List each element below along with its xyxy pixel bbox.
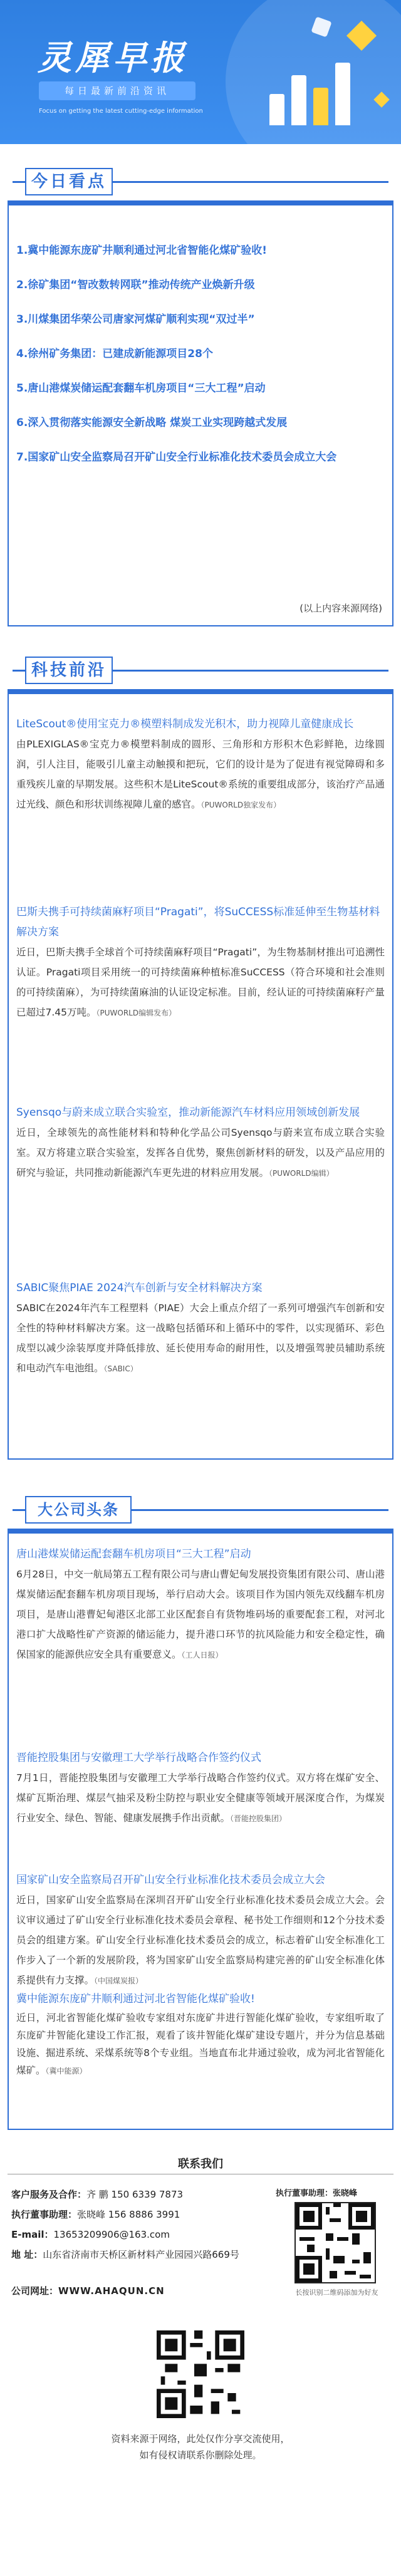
banner-english: Focus on getting the latest cutting-edge information (39, 108, 203, 115)
source-note: (以上内容来源网络) (299, 603, 382, 614)
company-article (16, 1544, 385, 1665)
section-header-tech (0, 652, 401, 689)
article-body: SABIC在2024年汽车工程塑料（PIAE）大会上重点介绍了一系列可增强汽车创新和安全性的特种材料解决方案。这一战略包括循环和上循环中的零件，以实现循环、彩色成型以减少涂装厚度并降低排放、延长使用寿命的耐用性，以及增强驾驶员辅助系统和电动汽车电池组。 (16, 1302, 385, 1374)
article-title[interactable]: 冀中能源东庞矿井顺利通过河北省智能化煤矿验收! (16, 1993, 255, 2005)
article-title[interactable]: LiteScout®使用宝克力®模塑料制成发光积木，助力视障儿童健康成长 (16, 718, 354, 730)
footer-disclaimer: 如有侵权请联系你删除处理。 (139, 2449, 262, 2461)
article-source: （PUWORLD独家发布） (200, 801, 281, 809)
article-title[interactable]: Syensqo与蔚来成立联合实验室，推动新能源汽车材料应用领域创新发展 (16, 1106, 360, 1119)
company-article (16, 1870, 385, 1991)
banner-subtitle: 每日最新前沿资讯 (39, 81, 195, 100)
list-item[interactable]: 4.徐州矿务集团：已建成新能源项目28个 (16, 348, 213, 360)
tech-article (16, 902, 385, 1023)
banner-title: 灵犀早报 (38, 38, 188, 78)
contact-row: E-mail：13653209906@163.com (11, 2229, 170, 2240)
contact-row: 客户服务及合作：齐 鹏 150 6339 7873 (11, 2189, 184, 2200)
header-banner (0, 0, 401, 144)
article-source: （中国煤炭报） (94, 1976, 143, 1985)
article-body: 由PLEXIGLAS®宝克力®模塑料制成的圆形、三角形和方形积木色彩鲜艳，边缘圆润，引人注目，能吸引儿童主动触摸和把玩，它们的设计是为了促进有视觉障碍和多重残疾儿童的早期发展。这些积木是LiteScout®系统的重要组成部分，该治疗产品通过光线、颜色和形状训练视障儿童的感官。 (16, 739, 385, 810)
article-source: （冀中能源） (45, 2067, 87, 2075)
address-text: 山东省济南市天桥区新材料产业园园兴路669号 (43, 2249, 239, 2260)
email-link[interactable]: 13653209906@163.com (53, 2229, 170, 2240)
article-body: 近日，巴斯夫携手全球首个可持续菌麻籽项目“Pragati”，为生物基制材推出可追溯性认证。Pragati项目采用统一的可持续菌麻种植标准SuCCESS（符合环境和社会准则的可持续菌麻），为可持续菌麻油的认证设定标准。目前，经认证的可持续菌麻籽产量已超过7.45万吨。 (16, 947, 385, 1018)
article-body: 近日，国家矿山安全监察局在深圳召开矿山安全行业标准化技术委员会成立大会。会议审议通过了矿山安全行业标准化技术委员会章程、秘书处工作细则和12个分技术委员会的组建方案。矿山安全行业标准化技术委员会的成立，标志着矿山安全标准化工作步入了一个新的发展阶段，将为国家矿山安全监察局构建完善的矿山安全标准化体系提供有力支撑。 (16, 1894, 385, 1986)
list-item[interactable]: 5.唐山港煤炭储运配套翻车机房项目“三大工程”启动 (16, 382, 266, 395)
contact-row: 地 址：山东省济南市天桥区新材料产业园园兴路669号 (11, 2249, 239, 2260)
phone-link[interactable]: 齐 鹏 150 6339 7873 (86, 2189, 184, 2200)
article-source: （工人日报） (181, 1651, 223, 1659)
qr-code-icon[interactable] (157, 2330, 244, 2418)
tech-article (16, 1278, 385, 1379)
section-title: 科技前沿 (25, 657, 113, 684)
article-source: （SABIC） (103, 1364, 138, 1373)
list-item[interactable]: 2.徐矿集团“智改数转网联”推动传统产业焕新升级 (16, 279, 255, 291)
qr-caption: 长按识别二维码添加为好友 (295, 2288, 378, 2297)
section-header-company (0, 1491, 401, 1529)
list-item[interactable]: 1.冀中能源东庞矿井顺利通过河北省智能化煤矿验收! (16, 244, 268, 257)
footer-disclaimer: 资料来源于网络，此处仅作分享交流使用， (111, 2433, 290, 2444)
chart-illustration-icon (263, 50, 370, 125)
phone-link[interactable]: 张晓峰 156 8886 3991 (77, 2209, 180, 2220)
section-header-today (0, 163, 401, 200)
article-body: 7月1日，晋能控股集团与安徽理工大学举行战略合作签约仪式。双方将在煤矿安全、煤矿瓦斯治理、煤层气抽采及粉尘防控与职业安全健康等领域开展深度合作，为煤炭行业安全、绿色、智能、健康发展携手作出贡献。 (16, 1772, 385, 1824)
article-title[interactable]: 巴斯夫携手可持续菌麻籽项目“Pragati”，将SuCCESS标准延伸至生物基材料解决方案 (16, 906, 380, 938)
today-list (16, 241, 385, 482)
article-title[interactable]: 晋能控股集团与安徽理工大学举行战略合作签约仪式 (16, 1752, 261, 1764)
qr-caption-top: 执行董事助理：张晓峰 (276, 2189, 358, 2198)
contact-title: 联系我们 (178, 2158, 223, 2171)
article-body: 6月28日，中交一航局第五工程有限公司与唐山曹妃甸发展投资集团有限公司、唐山港煤炭储运配套翻车机房项目现场，举行启动大会。该项目作为国内领先双线翻车机房项目，是唐山港曹妃甸港区北部工业区配套自有货物堆码场的重要配套工程，对河北港口扩大战略性矿产资源的储运能力，提升港口环节的抗风险能力和安全稳定性，确保国家的能源供应安全具有重要意义。 (16, 1569, 385, 1660)
section-title: 大公司头条 (25, 1496, 132, 1524)
article-body: 近日，全球领先的高性能材料和特种化学品公司Syensqo与蔚来宣布成立联合实验室。双方将建立联合实验室，发挥各自优势，聚焦创新材料的研发，以及产品应用的研究与验证，共同推动新能源汽车更先进的材料应用发展。 (16, 1127, 385, 1178)
article-source: （PUWORLD编辑发布） (96, 1009, 177, 1017)
company-article (16, 1748, 385, 1829)
article-source: （晋能控股集团） (230, 1814, 287, 1823)
tech-article (16, 714, 385, 815)
tech-article (16, 1103, 385, 1183)
list-item[interactable]: 7.国家矿山安全监察局召开矿山安全行业标准化技术委员会成立大会 (16, 451, 337, 464)
article-title[interactable]: SABIC聚焦PIAE 2024汽车创新与安全材料解决方案 (16, 1282, 263, 1294)
contact-row: 公司网址：WWW.AHAQUN.CN (11, 2285, 165, 2297)
contact-row: 执行董事助理：张晓峰 156 8886 3991 (11, 2209, 180, 2220)
section-title: 今日看点 (25, 168, 113, 195)
article-title[interactable]: 唐山港煤炭储运配套翻车机房项目“三大工程”启动 (16, 1548, 251, 1561)
article-title[interactable]: 国家矿山安全监察局召开矿山安全行业标准化技术委员会成立大会 (16, 1874, 325, 1886)
article-source: （PUWORLD编辑） (269, 1169, 334, 1178)
list-item[interactable]: 6.深入贯彻落实能源安全新战略 煤炭工业实现跨越式发展 (16, 417, 288, 429)
article-body: 近日，河北省智能化煤矿验收专家组对东庞矿井进行智能化煤矿验收，专家组听取了东庞矿井智能化建设工作汇报，观看了该井智能化煤矿建设专题片，并分为信息基础设施、掘进系统、采煤系统等8个专业组。当地直布北井通过验收，成为河北省智能化煤矿。 (16, 2012, 385, 2076)
list-item[interactable]: 3.川煤集团华荣公司唐家河煤矿顺利实现“双过半” (16, 313, 255, 326)
qr-code-icon[interactable] (294, 2202, 376, 2283)
company-article (16, 1989, 385, 2080)
website-link[interactable]: WWW.AHAQUN.CN (58, 2285, 165, 2297)
